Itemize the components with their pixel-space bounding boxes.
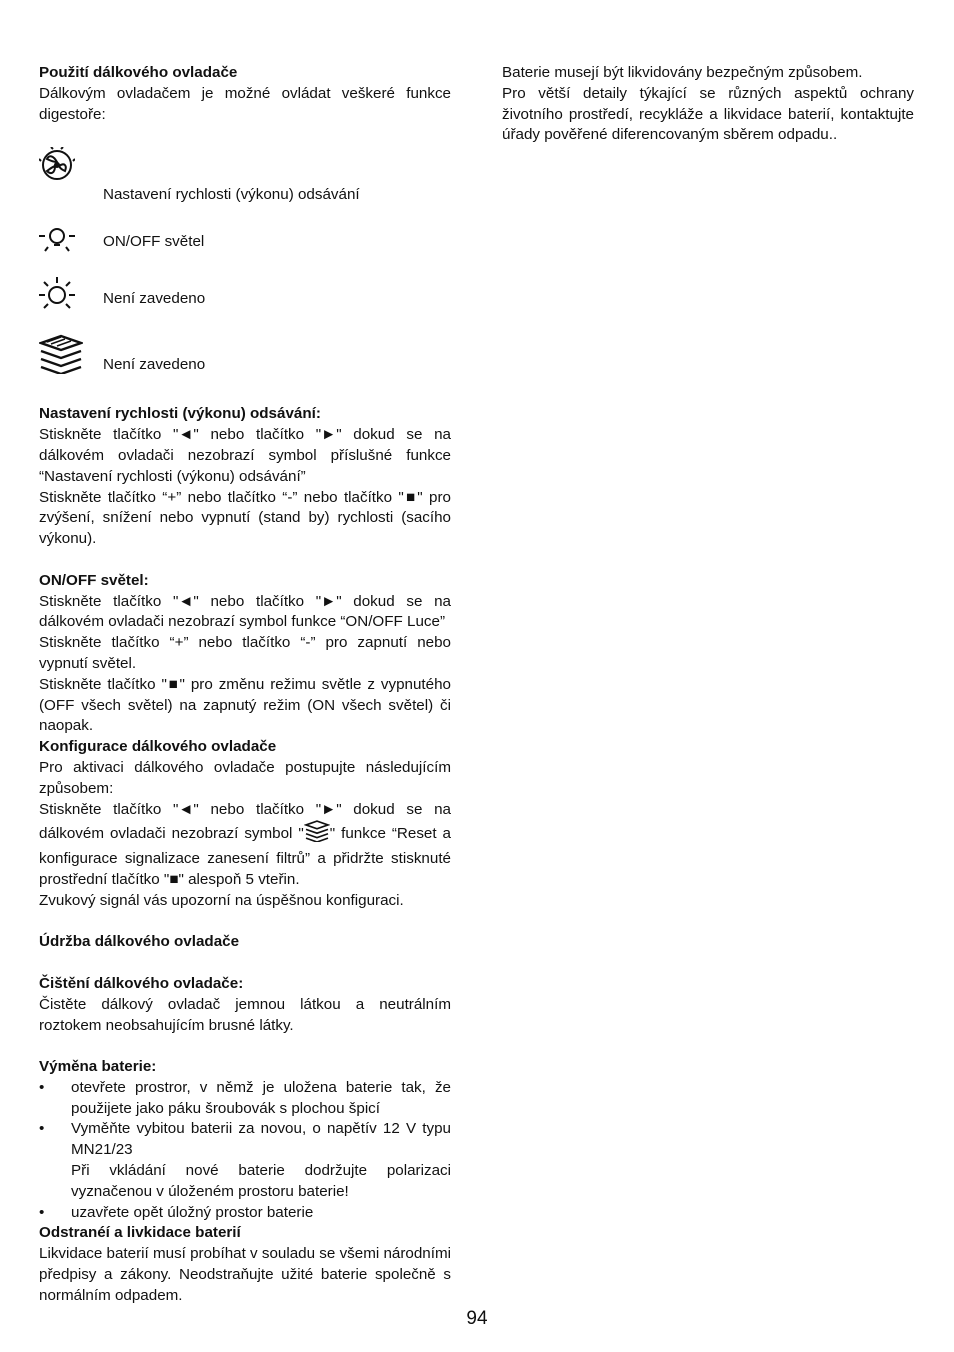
lights-heading: ON/OFF světel: — [39, 571, 149, 589]
cleaning-text: Čistěte dálkový ovladač jemnou látkou a neutrálním roztokem neobsahujícím brusné látky. — [39, 995, 451, 1034]
maintenance-heading: Údržba dálkového ovladače — [39, 933, 240, 951]
filter-stack-icon — [304, 820, 330, 849]
icon-label-light-off: ON/OFF světel — [103, 233, 205, 251]
fan-icon — [39, 147, 75, 190]
disposal-text: Likvidace baterií musí probíhat v souladu se všemi národními předpisy a zákony. Neodstraňujte užité baterie společně s normálním odpadem. — [39, 1245, 451, 1304]
icon-label-fan: Nastavení rychlosti (výkonu) odsávání — [103, 186, 360, 204]
config-paragraph-2: Stiskněte tlačítko "◄" nebo tlačítko "►" dokud se na dálkovém ovladači nezobrazí symbol " " funkce “Reset a konfigurace signalizace zanesení filtrů” a přidržte stisknuté prostřední tlačítko "■" alespoň 5 vteřin. — [39, 800, 451, 888]
remote-use-heading: Použití dálkového ovladače — [39, 64, 238, 81]
icon-row-light-on — [39, 274, 451, 336]
right-column — [502, 63, 914, 146]
config-paragraph-3: Zvukový signál vás upozorní na úspěšnou konfiguraci. — [39, 891, 404, 909]
right-paragraph-1: Baterie musejí být likvidovány bezpečným způsobem. — [502, 64, 863, 81]
speed-paragraph-1: Stiskněte tlačítko "◄" nebo tlačítko "►" dokud se na dálkovém ovladači nezobrazí symbol příslušné funkce “Nastavení rychlosti (výkonu) odsávání” — [39, 426, 451, 485]
light-off-icon — [39, 221, 75, 262]
right-paragraph-2: Pro větší detaily týkající se různých aspektů ochrany životního prostředí, recykláže a likvidace baterií, kontaktujte úřady pověřené diferencovaným sběrem odpadu.. — [502, 84, 914, 144]
lights-paragraph-3: Stiskněte tlačítko "■" pro změnu režimu světle z vypnutého (OFF všech světel) na zapnutý režim (ON všech světel) či naopak. — [39, 675, 451, 735]
battery-bullet-2-note: Při vkládání nové baterie dodržujte polarizaci vyznačenou v úloženém prostoru baterie! — [71, 1162, 451, 1200]
remote-use-text: Dálkovým ovladačem je možné ovládat veškeré funkce digestoře: — [39, 84, 451, 123]
speed-paragraph-2: Stiskněte tlačítko “+” nebo tlačítko “-” nebo tlačítko "■" pro zvýšení, snížení nebo vypnutí (stand by) rychlosti (sacího výkonu). — [39, 488, 451, 548]
battery-bullet-2: • Vyměňte vybitou baterii za novou, o napětív 12 V typu MN21/23 — [39, 1120, 451, 1159]
icon-row-filter — [39, 336, 451, 404]
battery-bullet-3: • uzavřete opět úložný prostor baterie — [39, 1203, 314, 1221]
config-heading: Konfigurace dálkového ovladače — [39, 738, 277, 756]
lights-paragraph-1: Stiskněte tlačítko "◄" nebo tlačítko "►" dokud se na dálkovém ovladači nezobrazí symbol funkce “ON/OFF Luce” — [39, 592, 451, 631]
config-paragraph-1: Pro aktivaci dálkového ovladače postupujte následujícím způsobem: — [39, 758, 451, 797]
page-number: 94 — [466, 1308, 488, 1329]
disposal-heading: Odstranéí a livkidace baterií — [39, 1224, 241, 1242]
cleaning-heading: Čištění dálkového ovladače: — [39, 974, 244, 992]
icon-label-filter: Není zavedeno — [103, 356, 206, 374]
left-column — [39, 63, 451, 1307]
icon-row-fan — [39, 125, 451, 222]
battery-bullet-1: • otevřete prostror, v němž je uložena baterie tak, že použijete jako páku šroubovák s plochou špicí — [39, 1078, 451, 1117]
icon-row-light-off — [39, 222, 451, 274]
battery-heading: Výměna baterie: — [39, 1058, 157, 1076]
icon-label-light-on: Není zavedeno — [103, 290, 206, 308]
lights-paragraph-2: Stiskněte tlačítko “+” nebo tlačítko “-” pro zapnutí nebo vypnutí světel. — [39, 634, 451, 672]
light-on-icon — [39, 277, 75, 320]
speed-heading: Nastavení rychlosti (výkonu) odsávání: — [39, 405, 321, 423]
filter-stack-icon — [39, 334, 83, 381]
